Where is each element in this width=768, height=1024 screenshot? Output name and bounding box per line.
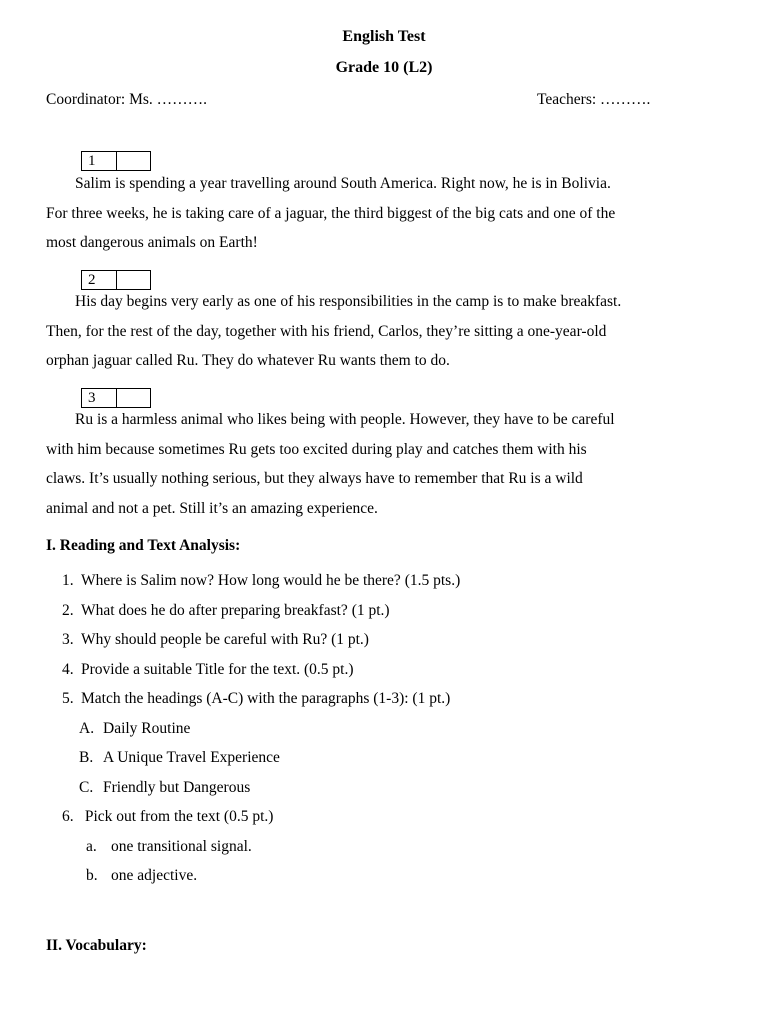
page-subtitle: Grade 10 (L2) <box>335 59 433 76</box>
paragraph-3 <box>46 405 726 523</box>
answer-cell <box>117 152 150 170</box>
heading-option: A. Daily Routine <box>79 719 191 737</box>
paragraph-line: with him because sometimes Ru gets too excited during play and catches them with his <box>46 440 587 458</box>
paragraph-line: claws. It’s usually nothing serious, but they always have to remember that Ru is a wild <box>46 470 583 487</box>
paragraph-line: His day begins very early as one of his responsibilities in the camp is to make breakfast. <box>75 293 622 310</box>
heading-option: C. Friendly but Dangerous <box>79 778 251 796</box>
pick-option: b. one adjective. <box>86 867 198 884</box>
paragraph-line: most dangerous animals on Earth! <box>46 234 258 251</box>
pick-option: a. one transitional signal. <box>86 837 252 855</box>
paragraph-2 <box>46 287 726 376</box>
paragraph-1 <box>46 169 726 258</box>
paragraph-number-box <box>81 151 151 171</box>
section-heading-reading: I. Reading and Text Analysis: <box>46 537 241 554</box>
paragraph-line: Salim is spending a year travelling around South America. Right now, he is in Bolivia. <box>75 175 611 192</box>
page-title: English Test <box>342 28 426 45</box>
question-item: 1. Where is Salim now? How long would he be there? (1.5 pts.) <box>62 572 461 589</box>
question-item: 2. What does he do after preparing breakfast? (1 pt.) <box>62 601 390 619</box>
paragraph-line: Then, for the rest of the day, together with his friend, Carlos, they’re sitting a one-year-old <box>46 322 607 340</box>
teachers-line: Teachers: ………. <box>537 91 651 108</box>
heading-option: B. A Unique Travel Experience <box>79 749 280 766</box>
paragraph-line: animal and not a pet. Still it’s an amazing experience. <box>46 499 378 517</box>
paragraph-number: 1 <box>82 152 117 170</box>
question-item: 4. Provide a suitable Title for the text. (0.5 pt.) <box>62 660 354 678</box>
paragraph-number: 3 <box>82 389 117 407</box>
question-item: 3. Why should people be careful with Ru? (1 pt.) <box>62 631 369 648</box>
paragraph-line: For three weeks, he is taking care of a jaguar, the third biggest of the big cats and one of the <box>46 204 616 222</box>
paragraph-line: Ru is a harmless animal who likes being with people. However, they have to be careful <box>75 411 615 428</box>
question-list <box>62 566 460 891</box>
coordinator-line: Coordinator: Ms. ………. <box>46 91 208 108</box>
question-item: 6. Pick out from the text (0.5 pt.) <box>62 808 274 825</box>
paragraph-number: 2 <box>82 271 117 289</box>
question-item: 5. Match the headings (A-C) with the paragraphs (1-3): (1 pt.) <box>62 690 451 707</box>
paragraph-line: orphan jaguar called Ru. They do whatever Ru wants them to do. <box>46 352 450 369</box>
section-heading-vocabulary: II. Vocabulary: <box>46 937 147 954</box>
